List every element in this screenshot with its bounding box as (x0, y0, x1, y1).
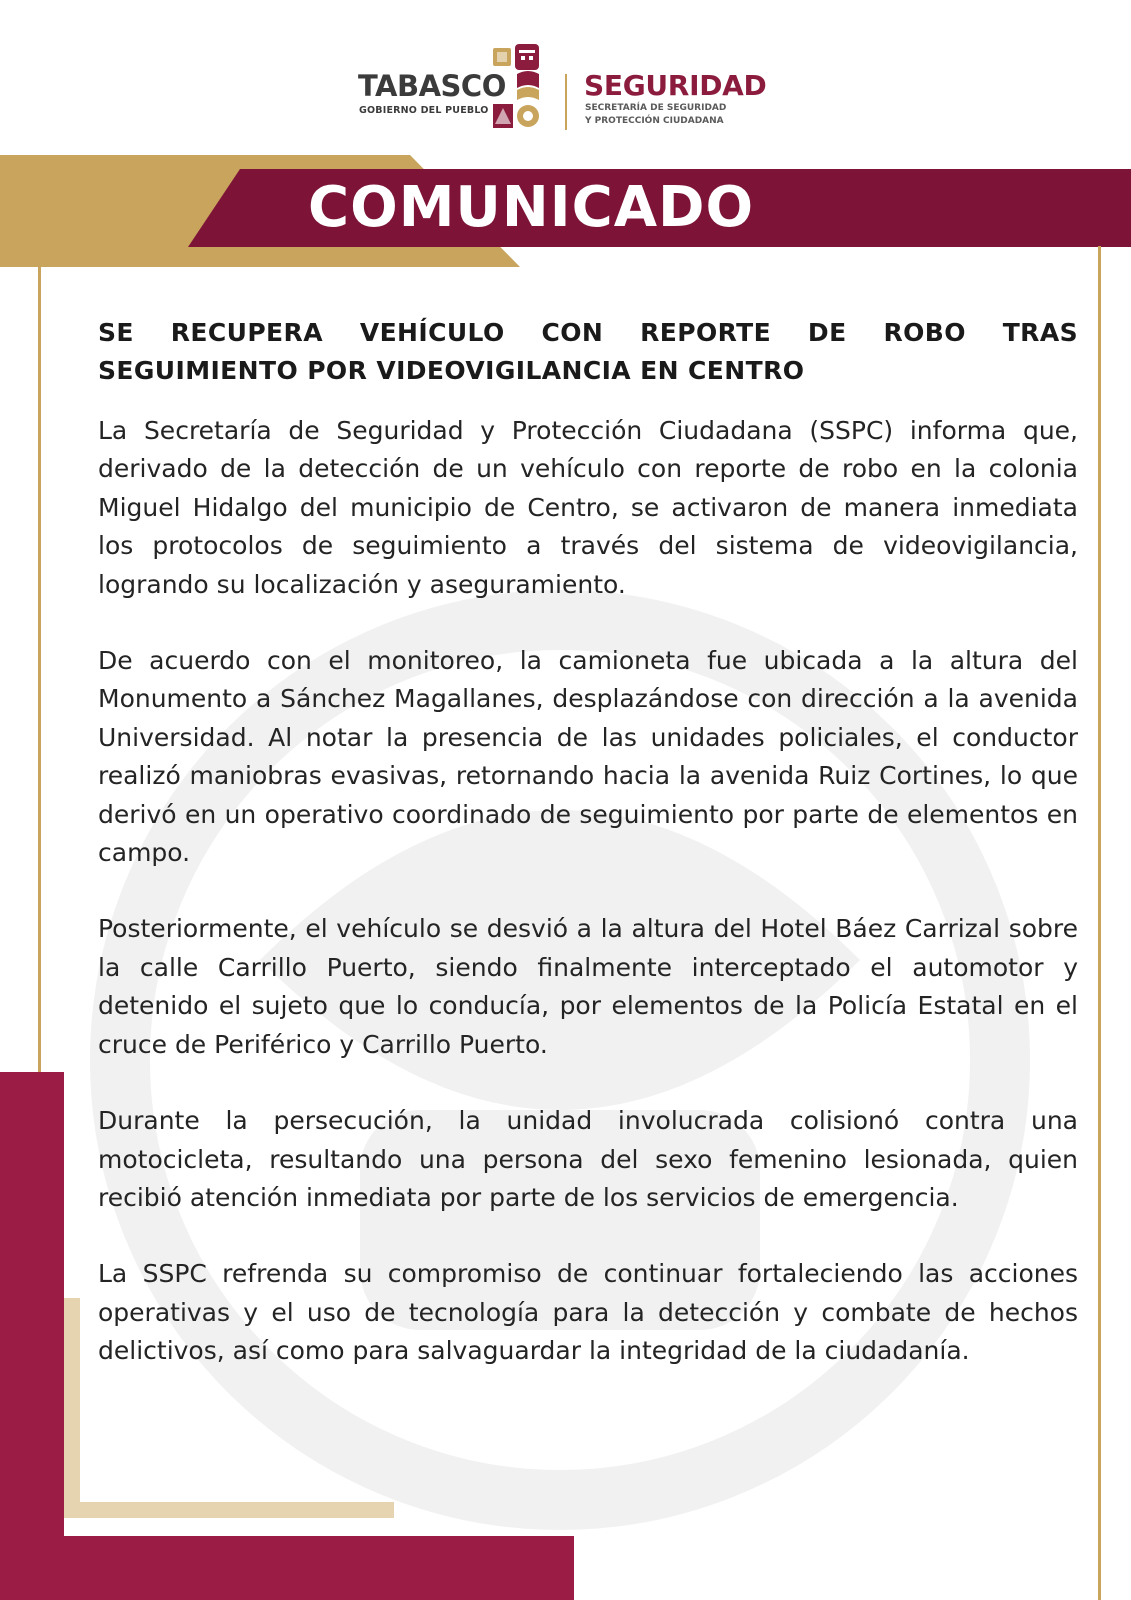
headline: SE RECUPERA VEHÍCULO CON REPORTE DE ROBO TRAS SEGUIMIENTO POR VIDEOVIGILANCIA EN CENTRO (98, 318, 1078, 385)
paragraph: Posteriormente, el vehículo se desvió a la altura del Hotel Báez Carrizal sobre la calle Carrillo Puerto, siendo finalmente interceptado el automotor y detenido el sujeto que lo conducía, por elementos de la Policía Estatal en el cruce de Periférico y Carrillo Puerto. (98, 914, 1078, 1059)
tabasco-logo-text: TABASCO (358, 69, 506, 103)
frame-right-line (1098, 246, 1101, 1600)
seguridad-logo-subtitle (585, 102, 785, 128)
banner-title: COMUNICADO (308, 175, 755, 240)
paragraph: La SSPC refrenda su compromiso de continuar fortaleciendo las acciones operativas y el uso de tecnología para la detección y combate de hechos delictivos, así como para salvaguardar la integridad de la ciudadanía. (98, 1259, 1078, 1366)
tabasco-emblem-icon (491, 44, 541, 132)
decor-red-block-left (0, 1072, 64, 1600)
seguridad-logo-text: SEGURIDAD (584, 69, 767, 102)
paragraph: De acuerdo con el monitoreo, la camioneta fue ubicada a la altura del Monumento a Sánchez Magallanes, desplazándose con dirección a la avenida Universidad. Al notar la presencia de las unidades policiales, el conductor realizó maniobras evasivas, retornando hacia la avenida Ruiz Cortines, lo que derivó en un operativo coordinado de seguimiento por parte de elementos en campo. (98, 646, 1078, 868)
tabasco-logo-subtitle: GOBIERNO DEL PUEBLO (359, 105, 489, 116)
paragraph: Durante la persecución, la unidad involucrada colisionó contra una motocicleta, resultando una persona del sexo femenino lesionada, quien recibió atención inmediata por parte de los servicios de emergencia. (98, 1106, 1078, 1212)
seguridad-subtitle-line2: Y PROTECCIÓN CIUDADANA (585, 116, 724, 126)
document-body (98, 314, 1078, 1409)
paragraph: La Secretaría de Seguridad y Protección Ciudadana (SSPC) informa que, derivado de la detección de un vehículo con reporte de robo en la colonia Miguel Hidalgo del municipio de Centro, se activaron de manera inmediata los protocolos de seguimiento a través del sistema de videovigilancia, logrando su localización y aseguramiento. (98, 416, 1078, 599)
header-logos (0, 42, 1131, 137)
decor-red-block-bottom (0, 1536, 574, 1600)
seguridad-subtitle-line1: SECRETARÍA DE SEGURIDAD (585, 103, 727, 113)
logo-divider (565, 74, 567, 130)
